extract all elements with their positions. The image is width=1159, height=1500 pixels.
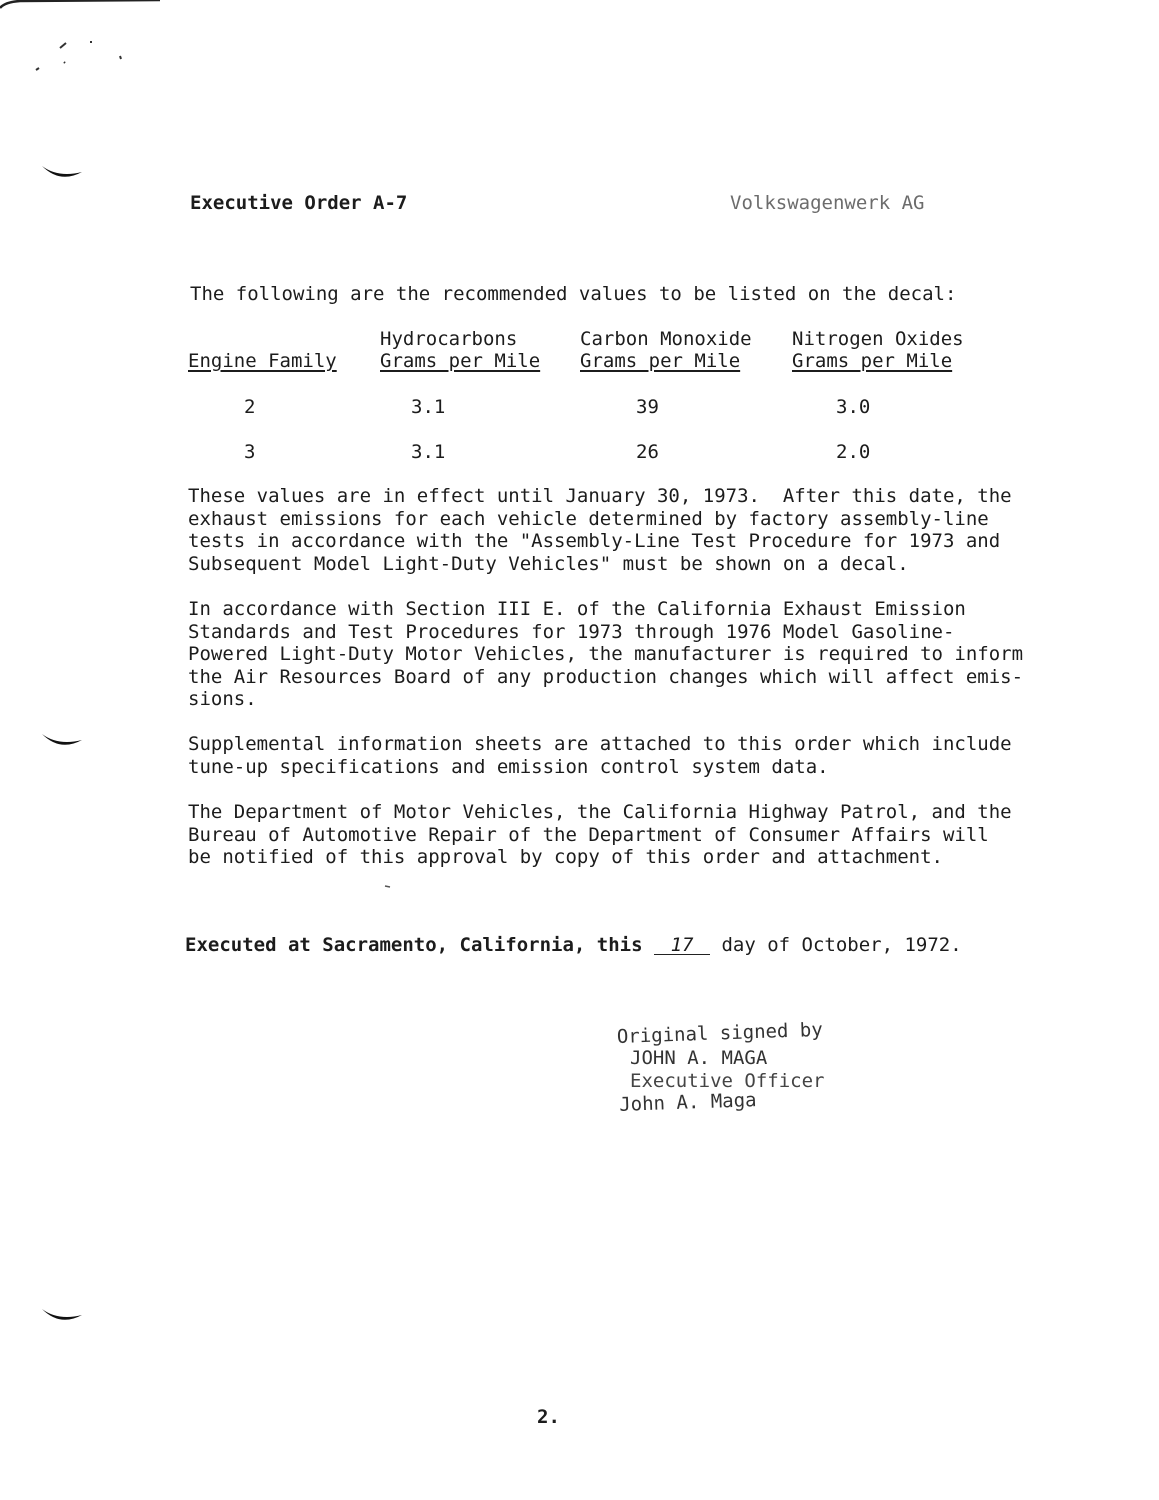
column-header-nitrogen-oxides: Nitrogen Oxides	[792, 328, 964, 350]
scan-speck	[384, 884, 392, 889]
order-title: Executive Order A-7	[190, 192, 408, 214]
scan-edge-mark	[0, 0, 260, 90]
cell-carbon-monoxide: 26	[636, 441, 659, 463]
company-name: Volkswagenwerk AG	[730, 192, 925, 214]
paragraph-line: Supplemental information sheets are attached to this order which include	[188, 733, 1012, 755]
paragraph-line: the Air Resources Board of any production changes which will affect emis-	[188, 665, 1024, 688]
executed-prefix: Executed at Sacramento, California, this	[185, 934, 643, 956]
paragraph-line: tests in accordance with the "Assembly-Line Test Procedure for 1973 and	[188, 530, 1001, 552]
cell-engine-family: 3	[244, 441, 256, 463]
executed-day-handwritten: 17	[654, 936, 710, 955]
paragraph-line: Bureau of Automotive Repair of the Department of Consumer Affairs will	[188, 823, 989, 846]
paragraph-production-changes	[188, 598, 1028, 711]
cell-nitrogen-oxides: 3.0	[836, 396, 871, 418]
intro-text: The following are the recommended values to be listed on the decal:	[190, 283, 957, 305]
paragraph-line: be notified of this approval by copy of this order and attachment.	[188, 846, 943, 868]
column-header-engine-family: Engine Family	[188, 350, 337, 372]
paragraph-line: These values are in effect until January 30, 1973. After this date, the	[188, 485, 1012, 507]
paragraph-line: In accordance with Section III E. of the California Exhaust Emission	[188, 598, 966, 620]
signer-name: JOHN A. MAGA	[630, 1047, 768, 1069]
column-header-carbon-monoxide: Carbon Monoxide	[580, 328, 752, 350]
cell-engine-family: 2	[244, 396, 256, 418]
paragraph-supplemental-info	[188, 733, 1028, 778]
column-header-hydrocarbons: Hydrocarbons	[380, 328, 518, 350]
cell-hydrocarbons: 3.1	[411, 396, 446, 418]
cell-carbon-monoxide: 39	[636, 396, 659, 418]
punch-mark-top	[40, 162, 84, 184]
page-number: 2.	[537, 1406, 560, 1428]
cell-nitrogen-oxides: 2.0	[836, 441, 871, 463]
paragraph-line: Powered Light-Duty Motor Vehicles, the manufacturer is required to inform	[188, 643, 1024, 665]
original-signer-name: John A. Maga	[618, 1089, 757, 1116]
signer-title: Executive Officer	[630, 1070, 825, 1092]
column-header-co-units: Grams per Mile	[580, 350, 741, 372]
paragraph-line: exhaust emissions for each vehicle determined by factory assembly-line	[188, 507, 989, 530]
punch-mark-bottom	[40, 1305, 84, 1327]
paragraph-effective-dates	[188, 485, 1028, 575]
column-header-hc-units: Grams per Mile	[380, 350, 541, 372]
paragraph-line: tune-up specifications and emission control system data.	[188, 755, 829, 778]
executed-suffix: day of October, 1972.	[721, 934, 962, 956]
paragraph-line: The Department of Motor Vehicles, the California Highway Patrol, and the	[188, 801, 1012, 823]
punch-mark-middle	[40, 730, 84, 752]
original-signed-by: Original signed by	[616, 1018, 824, 1048]
paragraph-line: Subsequent Model Light-Duty Vehicles" must be shown on a decal.	[188, 552, 909, 575]
paragraph-line: Standards and Test Procedures for 1973 through 1976 Model Gasoline-	[188, 620, 955, 643]
column-header-nox-units: Grams per Mile	[792, 350, 953, 372]
paragraph-line: sions.	[188, 688, 257, 710]
executed-line	[185, 934, 962, 957]
cell-hydrocarbons: 3.1	[411, 441, 446, 463]
paragraph-notification	[188, 801, 1028, 869]
